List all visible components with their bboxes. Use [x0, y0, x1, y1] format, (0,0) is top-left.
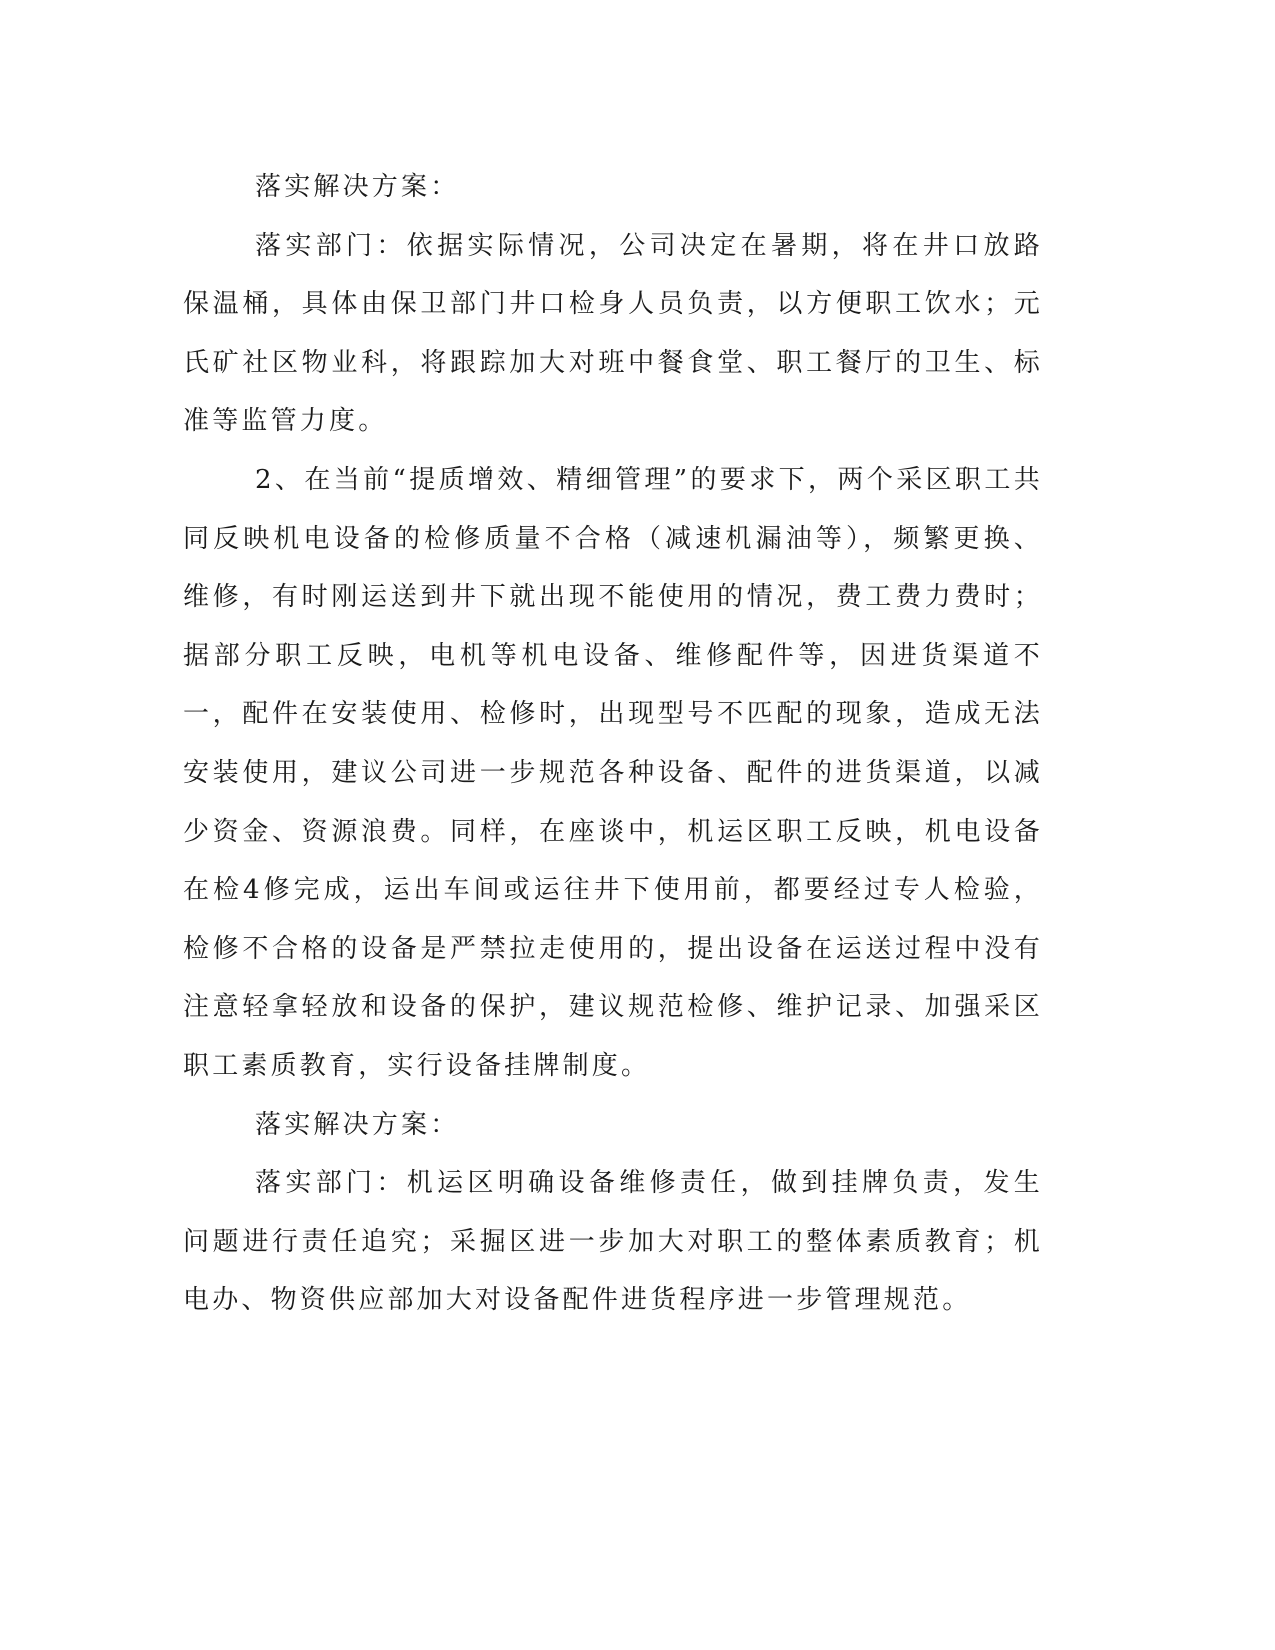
paragraph-item-2: 2、在当前“提质增效、精细管理”的要求下，两个采区职工共同反映机电设备的检修质量不合格（减速机漏油等），频繁更换、维修，有时刚运送到井下就出现不能使用的情况，费工费力费时；据部分职工反映，电机等机电设备、维修配件等，因进货渠道不一，配件在安装使用、检修时，出现型号不匹配的现象，造成无法安装使用，建议公司进一步规范各种设备、配件的进货渠道，以减少资金、资源浪费。同样，在座谈中，机运区职工反映，机电设备在检4修完成，运出车间或运往井下使用前，都要经过专人检验，检修不合格的设备是严禁拉走使用的，提出设备在运送过程中没有注意轻拿轻放和设备的保护，建议规范检修、维护记录、加强采区职工素质教育，实行设备挂牌制度。	[183, 464, 1043, 1081]
paragraph-implementation-2: 落实部门：机运区明确设备维修责任，做到挂牌负责，发生问题进行责任追究；采掘区进一步加大对职工的整体素质教育；机电办、物资供应部加大对设备配件进货程序进一步管理规范。	[183, 1168, 1043, 1316]
paragraph-implementation-1: 落实部门：依据实际情况，公司决定在暑期，将在井口放路保温桶，具体由保卫部门井口检身人员负责，以方便职工饮水；元氏矿社区物业科，将跟踪加大对班中餐食堂、职工餐厅的卫生、标准等监管力度。	[183, 230, 1043, 437]
paragraph-solution-heading-1: 落实解决方案：	[255, 172, 460, 202]
document-body	[183, 158, 1043, 1330]
paragraph-solution-heading-2: 落实解决方案：	[255, 1109, 460, 1140]
